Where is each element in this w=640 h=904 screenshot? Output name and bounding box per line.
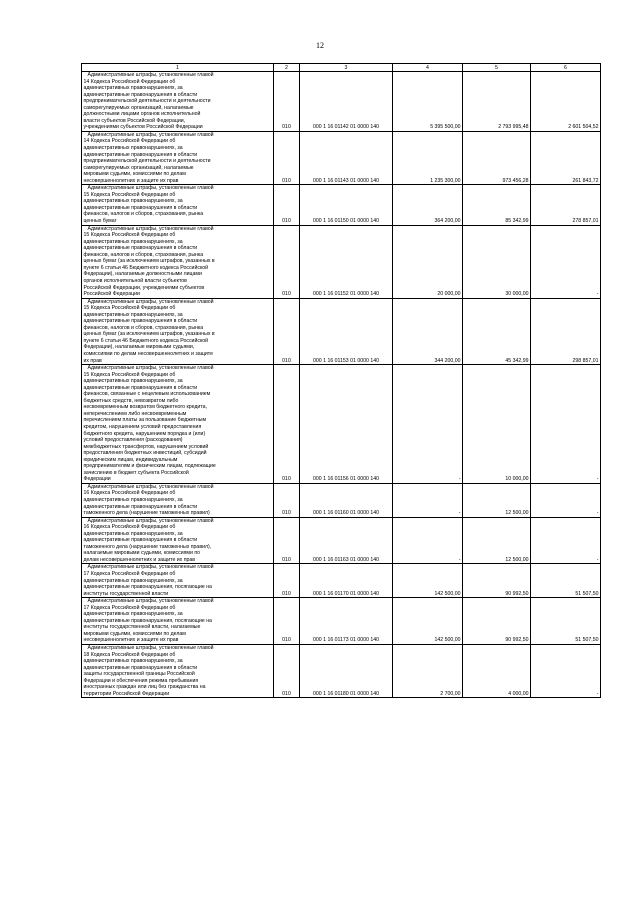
- page-number: 12: [316, 41, 324, 50]
- row-value-actual: 90 992,50: [463, 598, 531, 645]
- table-row: [82, 365, 601, 484]
- description-line: 15 Кодекса Российской Федерации об: [83, 371, 176, 378]
- description-line: налагаемые мировыми судьями, комиссиями по: [83, 550, 201, 557]
- table-row: [82, 298, 601, 364]
- description-line: их прав: [83, 357, 102, 364]
- description-line: предпринимательской деятельности и деятельности: [83, 98, 211, 105]
- description-line: комиссиями по делам несовершеннолетних и защите: [83, 350, 213, 357]
- description-line: бюджетного кредита, нарушением порядка и (или): [83, 430, 206, 437]
- description-line: Федерации), налагаемые должностными лицами: [83, 271, 202, 278]
- row-value-remaining: -: [531, 517, 601, 564]
- description-line: административные правонарушения в области: [83, 664, 198, 671]
- column-header-5: 5: [463, 64, 531, 72]
- row-kbk: 000 1 16 01142 01 0000 140: [300, 72, 393, 132]
- row-value-actual: 90 992,50: [463, 564, 531, 598]
- description-line: административных правонарушениях, за: [83, 145, 183, 152]
- description-line: Административные штрафы, установленные главой: [87, 72, 214, 78]
- row-value-remaining: 298 857,01: [531, 298, 601, 364]
- table-body: [82, 72, 601, 698]
- row-kbk: 000 1 16 01150 01 0000 140: [300, 185, 393, 225]
- description-line: несовершеннолетних и защите их прав: [83, 177, 179, 184]
- description-line: административные правонарушения в области: [83, 318, 198, 325]
- description-line: таможенного дела (нарушение таможенных правил): [83, 510, 210, 517]
- description-line: Административные штрафы, установленные главой: [87, 483, 214, 490]
- row-value-actual: 973 456,28: [463, 131, 531, 184]
- description-line: несовершеннолетних и защите их прав: [83, 637, 179, 644]
- row-value-plan: 5 395 500,00: [393, 72, 463, 132]
- description-line: административные правонарушения, посягающие на: [83, 617, 212, 624]
- description-line: административных правонарушениях, за: [83, 198, 183, 205]
- row-value-actual: 12 500,00: [463, 517, 531, 564]
- description-line: административных правонарушениях, за: [83, 658, 183, 665]
- row-value-remaining: -: [531, 645, 601, 698]
- row-description: [82, 483, 274, 517]
- description-line: финансов, связанные с нецелевым использованием: [83, 391, 211, 398]
- row-value-remaining: 51 507,50: [531, 564, 601, 598]
- description-line: административные правонарушения в области: [83, 204, 198, 211]
- row-kbk: 000 1 16 01180 01 0000 140: [300, 645, 393, 698]
- row-value-plan: 20 000,00: [393, 225, 463, 298]
- row-kbk: 000 1 16 01170 01 0000 140: [300, 564, 393, 598]
- row-code: 010: [274, 564, 300, 598]
- description-line: предпринимателям и физическим лицам, подлежащие: [83, 463, 216, 470]
- description-line: юридическим лицам, индивидуальным: [83, 456, 178, 463]
- description-line: институты государственной власти: [83, 590, 169, 597]
- row-code: 010: [274, 72, 300, 132]
- row-value-remaining: -: [531, 365, 601, 484]
- table-row: [82, 564, 601, 598]
- description-line: финансов, налогов и сборов, страхования, рынка: [83, 251, 204, 258]
- row-value-plan: 142 500,00: [393, 564, 463, 598]
- description-line: 14 Кодекса Российской Федерации об: [83, 138, 176, 145]
- description-line: административных правонарушениях, за: [83, 530, 183, 537]
- row-value-actual: 45 342,99: [463, 298, 531, 364]
- description-line: межбюджетных трансфертов, нарушением условий: [83, 443, 209, 450]
- row-kbk: 000 1 16 01156 01 0000 140: [300, 365, 393, 484]
- description-line: Административные штрафы, установленные главой: [87, 564, 214, 571]
- description-line: кредитом, нарушением условий предоставления: [83, 423, 202, 430]
- table-row: [82, 185, 601, 225]
- row-value-actual: 85 342,99: [463, 185, 531, 225]
- row-value-remaining: 261 843,72: [531, 131, 601, 184]
- description-line: Российской Федерации, учреждениями субъектов: [83, 284, 205, 291]
- row-code: 010: [274, 365, 300, 484]
- description-line: 15 Кодекса Российской Федерации об: [83, 305, 176, 312]
- description-line: административных правонарушениях, за: [83, 85, 183, 92]
- table-row: [82, 598, 601, 645]
- description-line: Административные штрафы, установленные главой: [87, 645, 214, 652]
- row-value-plan: 1 235 300,00: [393, 131, 463, 184]
- description-line: Административные штрафы, установленные главой: [87, 298, 214, 305]
- row-kbk: 000 1 16 01143 01 0000 140: [300, 131, 393, 184]
- column-header-2: 2: [274, 64, 300, 72]
- row-value-remaining: 51 507,50: [531, 598, 601, 645]
- row-description: [82, 517, 274, 564]
- description-line: мировыми судьями, комиссиями по делам: [83, 630, 186, 637]
- description-line: ценных бумаг (за исключением штрафов, указанных в: [83, 331, 215, 338]
- row-value-actual: 2 793 995,48: [463, 72, 531, 132]
- row-value-plan: 344 200,00: [393, 298, 463, 364]
- row-description: [82, 645, 274, 698]
- description-line: административные правонарушения в области: [83, 245, 198, 252]
- row-description: [82, 365, 274, 484]
- row-description: [82, 564, 274, 598]
- table-row: [82, 72, 601, 132]
- description-line: Административные штрафы, установленные главой: [87, 365, 214, 372]
- description-line: финансов, налогов и сборов, страхования, рынка: [83, 211, 204, 218]
- description-line: 17 Кодекса Российской Федерации об: [83, 604, 176, 611]
- row-value-plan: 364 200,00: [393, 185, 463, 225]
- column-header-6: 6: [531, 64, 601, 72]
- description-line: Административные штрафы, установленные главой: [87, 225, 214, 232]
- description-line: власти субъектов Российской Федерации,: [83, 117, 186, 124]
- description-line: административных правонарушениях, за: [83, 497, 183, 503]
- description-line: ценных бумаг (за исключением штрафов, указанных в: [83, 258, 215, 265]
- row-code: 010: [274, 185, 300, 225]
- description-line: несвоевременным возвратом бюджетного кредита,: [83, 404, 207, 411]
- description-line: 17 Кодекса Российской Федерации об: [83, 571, 176, 578]
- column-header-4: 4: [393, 64, 463, 72]
- row-value-plan: 2 700,00: [393, 645, 463, 698]
- description-line: 15 Кодекса Российской Федерации об: [83, 232, 176, 239]
- description-line: Административные штрафы, установленные главой: [87, 185, 214, 192]
- description-line: административные правонарушения в области: [83, 91, 198, 98]
- row-value-remaining: 2 601 504,52: [531, 72, 601, 132]
- description-line: неперечислением либо несвоевременным: [83, 410, 187, 417]
- description-line: Федерации и обеспечения режима пребывания: [83, 677, 199, 684]
- description-line: 16 Кодекса Российской Федерации об: [83, 490, 176, 497]
- description-line: мировыми судьями, комиссиями по делам: [83, 171, 186, 178]
- row-description: [82, 185, 274, 225]
- description-line: бюджетных средств, невозвратом либо: [83, 397, 179, 404]
- description-line: административных правонарушениях, за: [83, 238, 183, 245]
- row-kbk: 000 1 16 01153 01 0000 140: [300, 298, 393, 364]
- row-value-plan: -: [393, 517, 463, 564]
- row-description: [82, 298, 274, 364]
- row-value-remaining: -: [531, 225, 601, 298]
- row-value-actual: 10 000,00: [463, 365, 531, 484]
- description-line: саморегулируемых организаций, налагаемые: [83, 104, 194, 111]
- row-value-plan: 142 500,00: [393, 598, 463, 645]
- description-line: административные правонарушения в области: [83, 384, 198, 391]
- row-value-plan: -: [393, 483, 463, 517]
- table-row: [82, 483, 601, 517]
- description-line: 18 Кодекса Российской Федерации об: [83, 651, 176, 658]
- row-code: 010: [274, 225, 300, 298]
- description-line: территории Российской Федерации: [83, 690, 170, 697]
- description-line: 16 Кодекса Российской Федерации об: [83, 524, 176, 531]
- description-line: органов исполнительной власти субъектов: [83, 277, 187, 284]
- description-line: таможенного дела (нарушение таможенных правил),: [83, 543, 212, 550]
- table-row: [82, 645, 601, 698]
- row-kbk: 000 1 16 01160 01 0000 140: [300, 483, 393, 517]
- table-row: [82, 131, 601, 184]
- row-description: [82, 131, 274, 184]
- description-line: административных правонарушениях, за: [83, 611, 183, 618]
- description-line: иностранных граждан или лиц без гражданства на: [83, 684, 206, 691]
- description-line: Административные штрафы, установленные главой: [87, 517, 214, 524]
- description-line: защиты государственной границы Российской: [83, 671, 195, 678]
- row-value-plan: -: [393, 365, 463, 484]
- description-line: административных правонарушениях, за: [83, 577, 183, 584]
- row-value-actual: 12 500,00: [463, 483, 531, 517]
- row-code: 010: [274, 517, 300, 564]
- description-line: 14 Кодекса Российской Федерации об: [83, 78, 176, 85]
- description-line: Российской Федерации: [83, 291, 140, 298]
- description-line: административные правонарушения в области: [83, 503, 198, 510]
- row-value-actual: 4 000,00: [463, 645, 531, 698]
- description-line: учреждениями субъектов Российской Федерации: [83, 124, 203, 131]
- row-code: 010: [274, 483, 300, 517]
- row-kbk: 000 1 16 01173 01 0000 140: [300, 598, 393, 645]
- description-line: ценных бумаг: [83, 218, 117, 225]
- description-line: административные правонарушения в области: [83, 151, 198, 158]
- column-header-1: 1: [82, 64, 274, 72]
- description-line: предоставления бюджетных инвестиций, субсидий: [83, 450, 207, 457]
- description-line: саморегулируемых организаций, налагаемые: [83, 164, 194, 171]
- description-line: предпринимательской деятельности и деятельности: [83, 158, 211, 165]
- row-value-remaining: -: [531, 483, 601, 517]
- row-description: [82, 598, 274, 645]
- description-line: делам несовершеннолетних и защите их прав: [83, 556, 196, 563]
- description-line: Административные штрафы, установленные главой: [87, 131, 214, 138]
- row-kbk: 000 1 16 01152 01 0000 140: [300, 225, 393, 298]
- description-line: пункте 6 статьи 46 Бюджетного кодекса Российской: [83, 264, 209, 271]
- row-code: 010: [274, 598, 300, 645]
- row-value-remaining: 278 857,01: [531, 185, 601, 225]
- description-line: 15 Кодекса Российской Федерации об: [83, 191, 176, 198]
- header-row: [82, 64, 601, 72]
- description-line: Федерации), налагаемые мировыми судьями,: [83, 344, 195, 351]
- description-line: Федерации: [83, 476, 111, 483]
- row-kbk: 000 1 16 01163 01 0000 140: [300, 517, 393, 564]
- row-description: [82, 225, 274, 298]
- description-line: перечислением платы за пользование бюджетным: [83, 417, 207, 424]
- description-line: административные правонарушения, посягающие на: [83, 584, 212, 591]
- table-row: [82, 225, 601, 298]
- description-line: условий предоставления (расходования): [83, 437, 183, 444]
- budget-table: [81, 63, 601, 698]
- description-line: административных правонарушениях, за: [83, 311, 183, 318]
- row-code: 010: [274, 131, 300, 184]
- row-code: 010: [274, 645, 300, 698]
- description-line: пункте 6 статьи 46 Бюджетного кодекса Российской: [83, 337, 209, 344]
- description-line: административные правонарушения в области: [83, 537, 198, 544]
- row-code: 010: [274, 298, 300, 364]
- description-line: Административные штрафы, установленные главой: [87, 598, 214, 605]
- description-line: должностными лицами органов исполнительной: [83, 111, 201, 118]
- description-line: финансов, налогов и сборов, страхования, рынка: [83, 324, 204, 331]
- description-line: административных правонарушениях, за: [83, 378, 183, 385]
- description-line: институты государственной власти, налагаемые: [83, 624, 201, 631]
- column-header-3: 3: [300, 64, 393, 72]
- row-description: [82, 72, 274, 132]
- row-value-actual: 30 000,00: [463, 225, 531, 298]
- description-line: зачислению в бюджет субъекта Российской: [83, 469, 189, 476]
- table-row: [82, 517, 601, 564]
